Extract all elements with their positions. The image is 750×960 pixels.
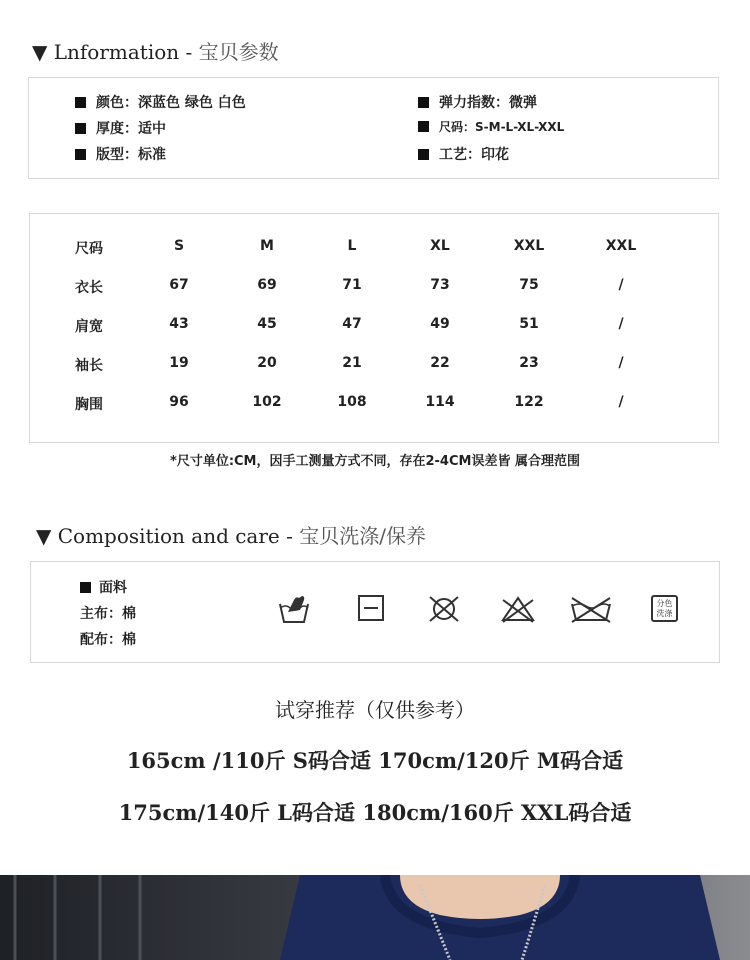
bullet-square-icon	[418, 121, 429, 132]
table-cell: 胸围	[75, 397, 103, 413]
info-sizes: 尺码：S-M-L-XL-XXL	[418, 118, 564, 135]
bullet-square-icon	[418, 97, 429, 108]
info-section-title	[32, 36, 279, 65]
table-header-cell: M	[260, 238, 274, 254]
table-cell: 45	[257, 316, 277, 332]
table-cell: 22	[430, 355, 450, 371]
lining-fabric: 配布：棉	[80, 632, 136, 648]
table-cell: 108	[337, 394, 367, 410]
table-cell: 43	[169, 316, 189, 332]
table-header-cell: XXL	[605, 238, 637, 254]
table-cell: 71	[342, 277, 362, 293]
table-cell: 袖长	[75, 358, 103, 374]
table-header-cell: S	[173, 238, 185, 254]
info-craft: 工艺：印花	[418, 144, 509, 164]
bullet-square-icon	[418, 149, 429, 160]
bullet-square-icon	[75, 123, 86, 134]
info-title-zh: 宝贝参数	[198, 40, 279, 64]
table-cell: 衣长	[75, 280, 103, 296]
hand-wash-icon	[278, 594, 310, 624]
table-cell: /	[618, 316, 624, 332]
bullet-square-icon	[75, 97, 86, 108]
table-cell: 49	[430, 316, 450, 332]
care-section-title	[36, 520, 426, 549]
info-color: 颜色：深蓝色 绿色 白色	[75, 92, 246, 112]
table-cell: 69	[257, 277, 277, 293]
care-title-zh: 宝贝洗涤/保养	[299, 524, 426, 548]
no-iron-icon	[568, 594, 614, 624]
bullet-square-icon	[80, 582, 91, 593]
info-title-en: ▼ Lnformation -	[32, 40, 199, 64]
size-note: *尺寸单位:CM，因手工测量方式不同，存在2-4CM误差皆 属合理范围	[170, 454, 580, 469]
table-header-cell: L	[347, 238, 357, 254]
table-cell: 122	[514, 394, 544, 410]
tumble-dry-icon	[357, 594, 385, 622]
table-header-cell: XL	[430, 238, 450, 254]
info-elasticity: 弹力指数：微弹	[418, 92, 537, 112]
table-cell: 75	[519, 277, 539, 293]
main-fabric: 主布：棉	[80, 606, 136, 622]
table-cell: 96	[169, 394, 189, 410]
recommendation-line2: 175cm/140斤 L码合适 180cm/160斤 XXL码合适	[118, 800, 632, 825]
table-cell: 20	[257, 355, 277, 371]
bullet-square-icon	[75, 149, 86, 160]
table-header-cell: 尺码	[75, 241, 103, 257]
info-thickness: 厚度：适中	[75, 118, 166, 138]
fabric-label: 面料	[80, 577, 127, 597]
no-bleach-icon	[499, 594, 537, 624]
table-cell: 67	[169, 277, 189, 293]
table-cell: 114	[425, 394, 455, 410]
care-title-en: ▼ Composition and care -	[36, 524, 300, 548]
table-cell: 73	[430, 277, 450, 293]
no-dry-clean-icon	[427, 594, 461, 624]
table-cell: 51	[519, 316, 539, 332]
info-fit: 版型：标准	[75, 144, 166, 164]
table-cell: 肩宽	[75, 319, 103, 335]
product-photo	[0, 875, 750, 960]
table-cell: 23	[519, 355, 539, 371]
recommendation-title: 试穿推荐（仅供参考）	[275, 698, 475, 722]
table-cell: /	[618, 277, 624, 293]
wash-separately-icon: 分色 洗涤	[651, 595, 678, 622]
table-cell: 19	[169, 355, 189, 371]
table-cell: /	[618, 355, 624, 371]
table-header-cell: XXL	[513, 238, 545, 254]
table-cell: /	[618, 394, 624, 410]
table-cell: 102	[252, 394, 282, 410]
table-cell: 47	[342, 316, 362, 332]
table-cell: 21	[342, 355, 362, 371]
recommendation-line1: 165cm /110斤 S码合适 170cm/120斤 M码合适	[126, 748, 624, 773]
